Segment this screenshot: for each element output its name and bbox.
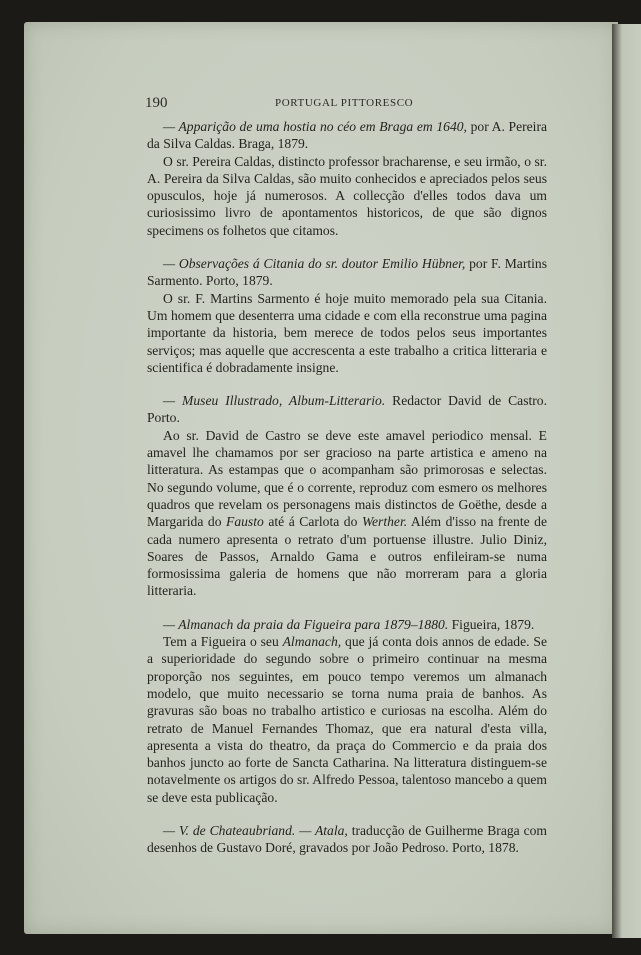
entry-title: — Almanach da praia da Figueira para 1879–1880. (163, 616, 449, 632)
entry-reference (147, 118, 547, 153)
page-body (147, 118, 547, 873)
review-text: que já conta dois annos de edade. Se a superioridade do segundo sobre o primeiro continuar na mesma proporção nos seguintes, em pouco tempo veremos um almanach modelo, que muito necessario se torna numa praia de banhos. As gravuras são boas no trabalho artistico e curiosas na escolha. Além do retrato de Manuel Fernandes Thomaz, que era natural d'esta villa, apresenta a vista do theatro, da praça do Commercio e da praia dos banhos juncto ao forte de Sancta Catharina. Na litteratura distinguem-se notavelmente os artigos do sr. Alfredo Pessoa, talentoso mancebo a quem se deve esta publicação. (147, 634, 547, 805)
page-edge (612, 24, 641, 938)
page-header (145, 95, 548, 111)
entry-reference (147, 255, 547, 290)
review-italic-fausto: Fausto (226, 514, 264, 530)
entry-review (147, 633, 547, 806)
page-number: 190 (145, 95, 168, 111)
entry-reference (147, 822, 547, 857)
entry-almanach (147, 616, 547, 806)
entry-title: — Museu Illustrado, Album-Litterario. (163, 393, 386, 409)
review-text: Além d'isso na frente de cada numero apresenta o retrato d'um portuense illustre. Julio Diniz, Soares de Passos, Arnaldo Gama e outros enfileiram-se numa formosissima galeria de homens que não morreram para a gloria litteraria. (147, 514, 547, 599)
entry-citania (147, 255, 547, 376)
entry-review (147, 427, 547, 600)
review-italic-werther: Werther. (361, 514, 408, 530)
review-italic-almanach: Almanach, (282, 634, 342, 650)
entry-review: O sr. F. Martins Sarmento é hoje muito memorado pela sua Citania. Um homem que desenterra uma cidade e com ella reconstrue uma pagina importante da historia, bem merece de todos pelos seus importantes serviços; mas aquelle que accrescenta a este trabalho a critica litteraria e scientifica é dobradamente insigne. (147, 290, 547, 375)
entry-imprint: traducção de Guilherme Braga com desenhos de Gustavo Doré, gravados por João Pedroso. Porto, 1878. (147, 822, 547, 856)
entry-apparicao (147, 118, 547, 239)
entry-title: — V. de Chateaubriand. — Atala, (163, 822, 348, 838)
entry-reference (147, 392, 547, 427)
review-text: até á Carlota do (263, 514, 362, 530)
entry-reference (147, 616, 547, 633)
review-text: Tem a Figueira o seu (163, 634, 283, 650)
entry-title: — Observações á Citania do sr. doutor Emilio Hübner, (163, 256, 466, 272)
review-text: Ao sr. David de Castro se deve este amavel periodico mensal. E amavel lhe chamamos por ser gracioso na parte artistica e ameno na litteratura. As estampas que o acompanham são primorosas e selectas. No segundo volume, que é o corrente, reproduz com esmero os melhores quadros que revelam os personagens mais distinctos de Goëthe, desde a Margarida do (147, 427, 547, 530)
running-title: PORTUGAL PITTORESCO (275, 97, 414, 109)
entry-imprint: Figueira, 1879. (448, 616, 535, 632)
entry-imprint: por F. Martins Sarmento. Porto, 1879. (147, 256, 548, 289)
entry-imprint: por A. Pereira da Silva Caldas. Braga, 1879. (147, 119, 548, 152)
entry-atala (147, 822, 547, 857)
entry-review: O sr. Pereira Caldas, distincto professor bracharense, e seu irmão, o sr. A. Pereira da Silva Caldas, são muito conhecidos e apreciados pelos seus opusculos, hoje já numerosos. A collecção d'elles todos dava um curiosissimo livro de apontamentos historicos, de que são dignos specimens os folhetos que citamos. (147, 153, 547, 238)
entry-imprint: Redactor David de Castro. Porto. (147, 393, 548, 426)
entry-title: — Apparição de uma hostia no céo em Braga em 1640, (163, 119, 467, 134)
entry-museu-illustrado (147, 392, 547, 600)
